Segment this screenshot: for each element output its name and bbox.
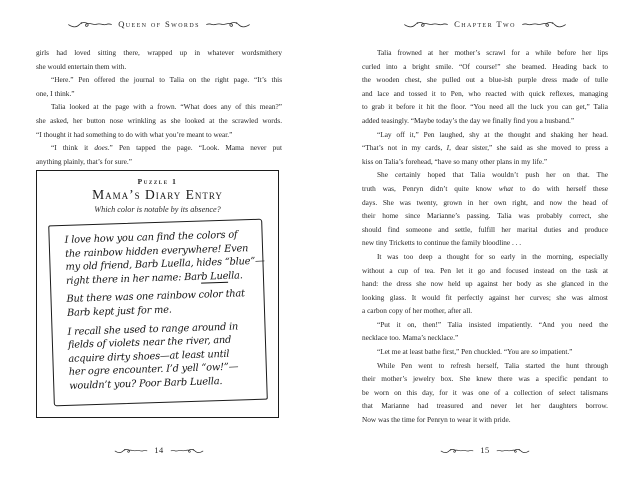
text-line: added teasingly. “Maybe today’s the day we finally find you a husband.” [362, 115, 575, 125]
text-line: She certainly hoped that Talia wouldn’t push her on that. The [377, 170, 609, 180]
note-line: Barb kept just for me. [66, 304, 172, 319]
left-running-head [36, 18, 282, 30]
text-line: anything plainly, that’s for sure.” [36, 156, 132, 166]
text-line: Now was the time for Penryn to wear it with pride. [362, 415, 511, 425]
text-line: Talia looked at the page with a frown. “What does any of this mean?” [51, 102, 283, 112]
text-line: “That’s not in my cards, I, dear sister,” she said as she moved to press a [362, 143, 608, 153]
text-line: looking glass. It would fit perfectly against her curves; she was almost [362, 292, 608, 302]
text-line: While Pen went to refresh herself, Talia started the hunt through [377, 360, 608, 370]
text-line: should find someone and settle, fulfill her marital duties and produce [362, 224, 609, 234]
underlined-clue: b Lue [200, 270, 228, 283]
text-line: truth was, Penryn didn’t quite know what to do with herself these [362, 183, 609, 193]
scroll-flourish-icon [496, 446, 530, 455]
page-right [362, 0, 608, 480]
note-line: the rainbow hidden everywhere! Even [64, 242, 248, 260]
text-line: Talia frowned at her mother’s scrawl for a while before her lips [377, 48, 608, 57]
text-line: one, I think.” [36, 88, 75, 98]
text-line: new tiny Tricketts to continue the family bloodline . . . [362, 238, 522, 248]
text-line: days. She was twenty, grown in her own right, and now the head of [362, 197, 609, 207]
note-line: fields of violets near the river, and [67, 334, 231, 351]
text-line: curled into a bright smile. “Of course!” she beamed. Heading back to [362, 61, 609, 71]
text-line: kiss on Talia’s forehead, “have so many other plans in my life.” [362, 156, 548, 166]
puzzle-box [36, 170, 279, 418]
right-body-text [362, 46, 608, 427]
note-line: her ogre encounter. I’d yell “ow!”— [68, 361, 238, 379]
left-header-title: Queen of Swords [118, 19, 200, 29]
diary-note-card [48, 219, 268, 406]
left-body-text [36, 46, 282, 168]
scroll-flourish-icon [67, 19, 113, 29]
scroll-flourish-icon [440, 446, 474, 455]
text-line: “Put it on, then!” Talia insisted impatiently. “And you need the [377, 319, 608, 329]
diary-note-text [64, 228, 265, 393]
right-header-title: Chapter Two [454, 19, 516, 29]
scroll-flourish-icon [205, 19, 251, 29]
text-line: without a cup of tea. Pen let it go and focused instead on the task at [362, 265, 609, 275]
puzzle-kicker: Puzzle 1 [137, 177, 178, 186]
text-line: hand: the dress she now held up against her body as she glanced in the [362, 279, 608, 289]
text-line: girls had loved sitting there, wrapped up in whatever wordsmithery [36, 48, 283, 57]
text-line: “Here.” Pen offered the journal to Talia on the right page. “It’s this [51, 75, 283, 85]
text-line: be worn on this day, for it was one of a collection of select talismans [362, 387, 608, 397]
puzzle-title: Mama’s Diary Entry [92, 187, 223, 202]
text-line: their home since Marianne’s passing. Talia was probably correct, she [362, 211, 608, 221]
right-page-footer [362, 443, 608, 457]
text-line: and lace and tossed it to Pen, who reacted with quick reflexes, managing [362, 88, 609, 98]
right-page-number: 15 [480, 445, 490, 455]
text-line: a carbon copy of her mother, after all. [362, 306, 473, 316]
text-line: to grab it before it hit the floor. “You need all the luck you can get,” Talia [362, 102, 608, 112]
scroll-flourish-icon [114, 446, 148, 455]
note-line: right there in her name: Barb Luella. [65, 270, 243, 287]
scroll-flourish-icon [170, 446, 204, 455]
note-line: I love how you can find the colors of [64, 229, 238, 246]
note-line: acquire dirty shoes—at least until [67, 348, 229, 365]
puzzle-subtitle: Which color is notable by its absence? [94, 205, 221, 214]
text-line: “I thought it had something to do with what you’re meant to wear.” [36, 129, 233, 139]
scroll-flourish-icon [403, 19, 449, 29]
note-line: I recall she used to range around in [66, 321, 238, 338]
text-line: “I think it does.” Pen tapped the page. “Look. Mama never put [51, 143, 282, 153]
page-left [36, 0, 282, 480]
note-line: my old friend, Barb Luella, hides “blue”— [64, 255, 265, 274]
text-line: “Let me at least bathe first,” Pen chuckled. “You are so impatient.” [377, 347, 573, 357]
text-line: “Lay off it,” Pen laughed, shy at the thought and shaking her head. [377, 129, 608, 139]
text-line: It was too deep a thought for so early in the morning, especially [377, 251, 608, 261]
note-line: wouldn’t you? Poor Barb Luella. [68, 375, 223, 392]
note-line: But there was one rainbow color that [65, 288, 245, 306]
text-line: she would entertain them with. [36, 61, 127, 71]
text-line: the wooden chest, she pulled out a blue-ish purple dress made of tulle [362, 75, 608, 85]
scroll-flourish-icon [521, 19, 567, 29]
text-line: their mother’s jewelry box. She knew there was a specific pendant to [362, 374, 609, 384]
text-line: she asked, her button nose wrinkling as she looked at the scrawled words. [36, 115, 283, 125]
text-line: that Marianne had treasured and never let her daughters borrow. [362, 401, 608, 411]
right-running-head [362, 18, 608, 30]
text-line: necklace too. Mama’s necklace.” [362, 333, 459, 343]
left-page-footer [36, 443, 282, 457]
left-page-number: 14 [154, 445, 164, 455]
